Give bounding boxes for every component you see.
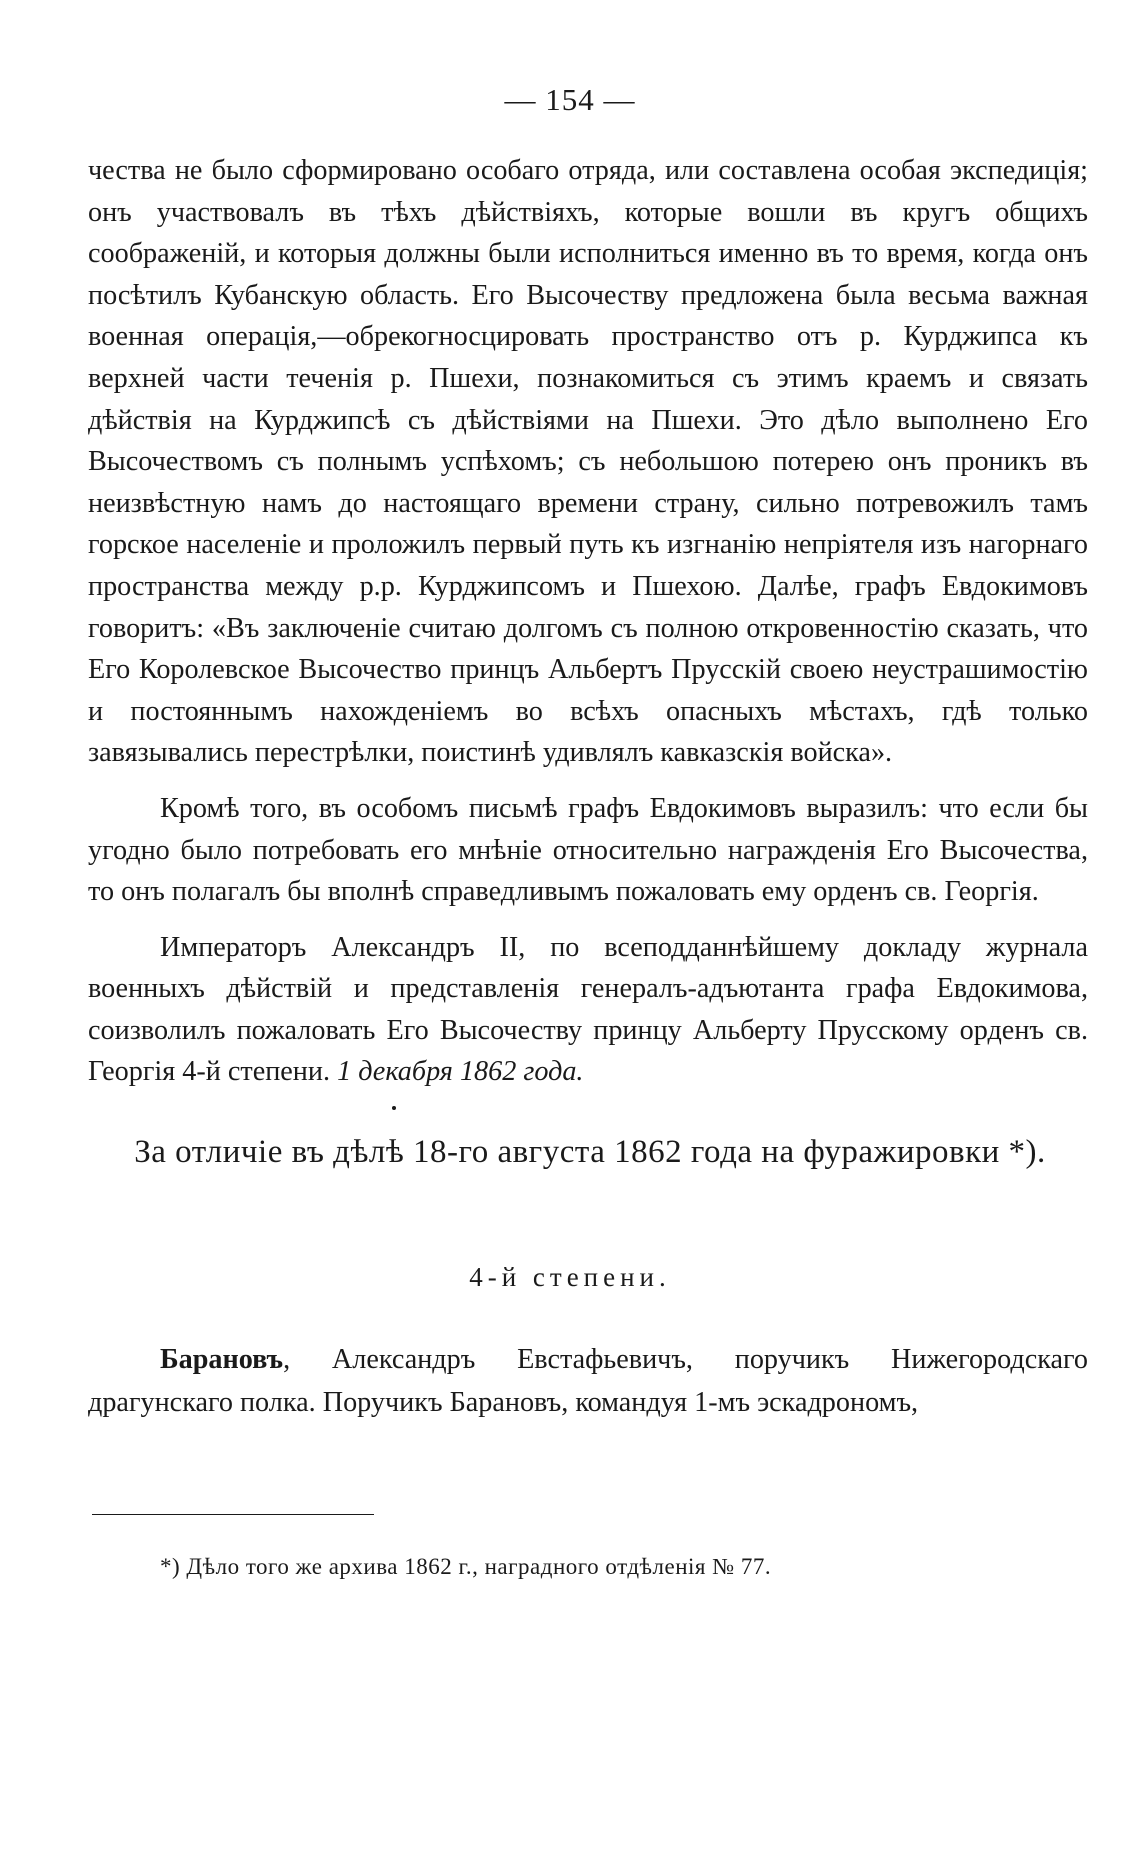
page-number: — 154 — bbox=[504, 82, 636, 117]
ink-dot bbox=[392, 1106, 396, 1110]
recipient-description: , Александръ Евстафьевичъ, поручикъ Нижегородскаго драгунскаго полка. Поручикъ Барановъ, командуя 1-мъ эскадрономъ, bbox=[88, 1344, 1088, 1418]
recipient-name: Барановъ bbox=[160, 1344, 284, 1375]
body-text bbox=[88, 150, 1088, 1093]
paragraph-decree bbox=[88, 927, 1088, 1093]
footnote-divider bbox=[92, 1514, 374, 1515]
section-heading: За отличіе въ дѣлѣ 18-го августа 1862 года на фуражировки *). bbox=[134, 1134, 1046, 1170]
paragraph-letter: Кромѣ того, въ особомъ письмѣ графъ Евдокимовъ выразилъ: что если бы угодно было потребовать его мнѣніе относительно награжденія Его Высочества, то онъ полагалъ бы вполнѣ справедливымъ пожаловать ему орденъ св. Георгія. bbox=[88, 792, 1088, 908]
award-entry bbox=[88, 1338, 1088, 1424]
degree-heading: 4-й степени. bbox=[469, 1262, 671, 1292]
paragraph-continued: чества не было сформировано особаго отряда, или составлена особая экспедиція; онъ участвовалъ въ тѣхъ дѣйствіяхъ, которые вошли въ кругъ общихъ соображеній, и которыя должны были исполниться именно въ то время, когда онъ посѣтилъ Кубанскую область. Его Высочеству предложена была весьма важная военная операція,—обрекогносцировать пространство отъ р. Курджипса къ верхней части теченія р. Пшехи, познакомиться съ этимъ краемъ и связать дѣйствія на Курджипсѣ съ дѣйствіями на Пшехи. Это дѣло выполнено Его Высочествомъ съ полнымъ успѣхомъ; съ небольшою потерею онъ проникъ въ неизвѣстную намъ до настоящаго времени страну, сильно потревожилъ тамъ горское населеніе и проложилъ первый путь къ изгнанію непріятеля изъ нагорнаго пространства между р.р. Курджипсомъ и Пшехою. Далѣе, графъ Евдокимовъ говоритъ: «Въ заключеніе считаю долгомъ съ полною откровенностію сказать, что Его Королевское Высочество принцъ Альбертъ Прусскій своею неустрашимостію и постояннымъ нахожденіемъ во всѣхъ опасныхъ мѣстахъ, гдѣ только завязывались перестрѣлки, поистинѣ удивлялъ кавказскія войска». bbox=[88, 155, 1088, 769]
award-entry-paragraph bbox=[88, 1338, 1088, 1424]
footnote: *) Дѣло того же архива 1862 г., наградного отдѣленія № 77. bbox=[160, 1554, 772, 1579]
decree-text: Императоръ Александръ II, по всеподданнѣйшему докладу журнала военныхъ дѣйствій и представленія генералъ-адъютанта графа Евдокимова, соизволилъ пожаловать Его Высочеству принцу Альберту Прусскому орденъ св. Георгія 4-й степени. bbox=[88, 931, 1088, 1088]
decree-date: 1 декабря 1862 года. bbox=[337, 1056, 584, 1088]
